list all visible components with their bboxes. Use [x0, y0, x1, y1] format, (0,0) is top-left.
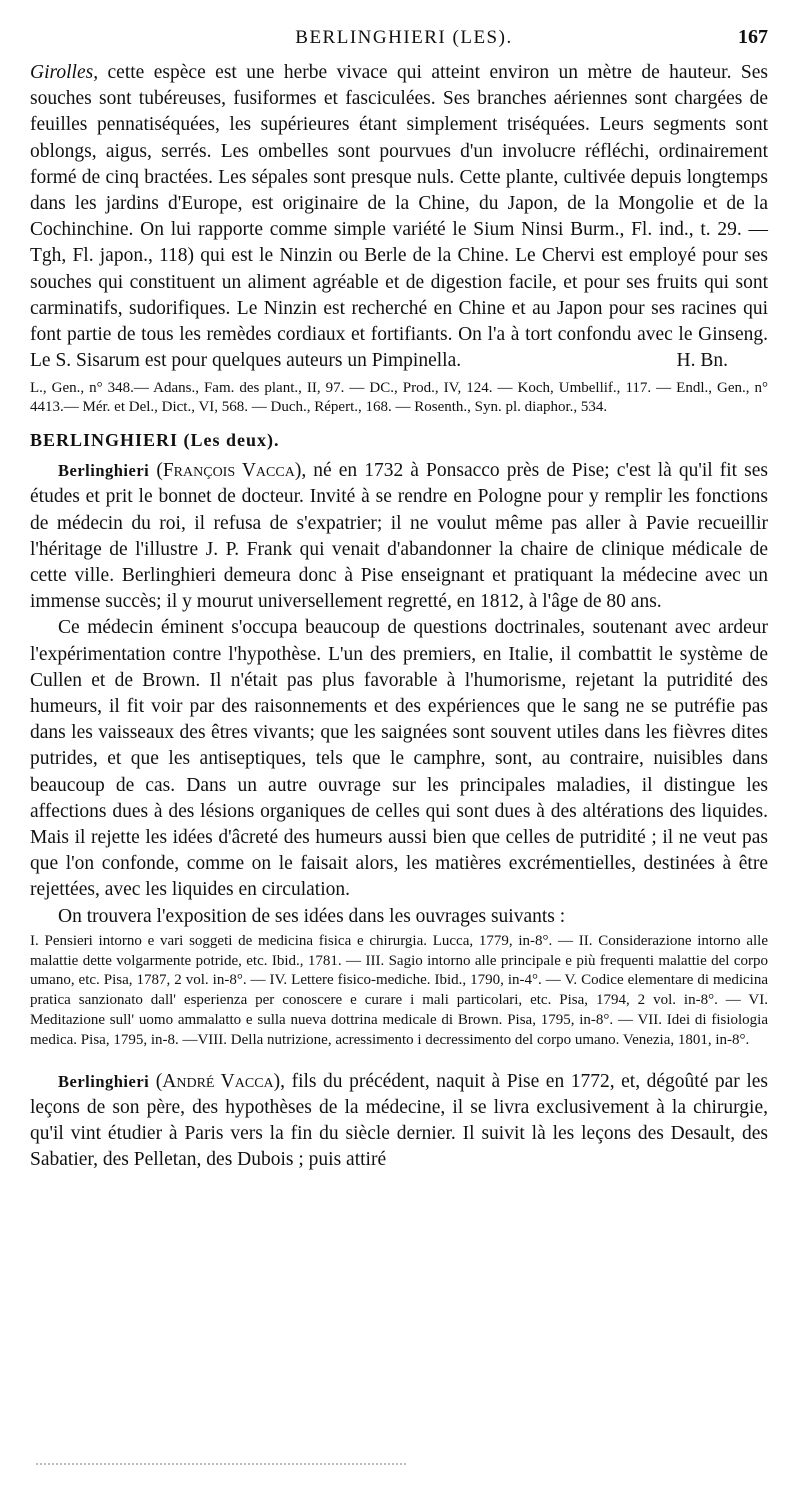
spacer: [30, 1051, 768, 1069]
entry-name-andre: Berlinghieri: [58, 1071, 150, 1091]
girolles-paragraph: [30, 60, 768, 374]
francois-doctrine: Ce médecin éminent s'occupa beaucoup de questions doctrinales, soutenant avec ardeur l'expérimentation contre l'hypothèse. L'un des premiers, en Italie, il combattit le système de Cullen et de Brown. Il n'était pas plus favorable à l'humorisme, rejetant la putridité des humeurs, il fit voir par des raisonnements et des expériences que le sang ne se putréfie pas dans les vaisseaux des êtres vivants; que les saignées sont souvent utiles dans les fièvres dites putrides, et que les antiseptiques, tels que le camphre, sont, au contraire, nuisibles dans beaucoup de cas. Dans un autre ouvrage sur les principales maladies, il distingue les affections dues à des lésions organiques de celles qui sont dues à des altérations des liquides. Mais il rejette les idées d'âcreté des humeurs aussi bien que celles de putridité ; il ne veut pas que l'on confonde, comme on le faisait alors, les matières excrémentielles, destinées à être rejettées, avec les liquides en circulation.: [30, 617, 768, 901]
footer-rule: [36, 1463, 406, 1465]
girolles-lead: Girolles,: [30, 62, 99, 83]
running-title: BERLINGHIERI (LES).: [295, 27, 513, 48]
works-list: I. Pensieri intorno e vari soggeti de medicina fisica e chirurgia. Lucca, 1779, in-8°. — II. Considerazione intorno alle malattie dette volgarmente potride, etc. Ibid., 1781. — III. Sagio intorno alle principale e più frequenti malattie del corpo umano, etc. Pisa, 1787, 2 vol. in-8°. — IV. Lettere fisico-mediche. Ibid., 1790, in-4°. — V. Codice elementare di medicina pratica sanzionato dall' esperienza per conoscere e curare i mali particolari, etc. Pisa, 1794, 2 vol. in-8°. — VI. Meditazione sull' uomo ammalatto e sulla nueva dottrina medicale di Brown. Pisa, 1795, in-8°. — VII. Idei di fisiologia medica. Pisa, 1795, in-8. —VIII. Della nutrizione, acressimento i decressimento del corpo umano. Venezia, 1801, in-8°.: [30, 932, 768, 1048]
andre-bio: [30, 1069, 768, 1174]
francois-bio: [30, 458, 768, 615]
author-signature: H. Bn.: [676, 350, 728, 372]
girolles-text: cette espèce est une herbe vivace qui atteint environ un mètre de hauteur. Ses souches sont tubéreuses, fusiformes et fasciculées. Ses branches aériennes sont chargées de feuilles pennatiséquées, les supérieures étant simplement triséquées. Leurs segments sont oblongs, aigus, serrés. Les ombelles sont pourvues d'un involucre réfléchi, ordinairement formé de cinq bractées. Les sépales sont presque nuls. Cette plante, cultivée depuis longtemps dans les jardins d'Europe, est originaire de la Chine, du Japon, de la Mongolie et de la Cochinchine. On lui rapporte comme simple variété le Sium Ninsi Burm., Fl. ind., t. 29. — Tgh, Fl. japon., 118) qui est le Ninzin ou Berle de la Chine. Le Chervi est employé pour ses souches qui constituent un aliment agréable et de digestion facile, et pour ses fruits qui sont carminatifs, sudorifiques. Le Ninzin est recherché en Chine et au Japon pour ses racines qui font partie de tous les remèdes cordiaux et fortifiants. On l'a à tort confondu avec le Ginseng. Le S. Sisarum est pour quelques auteurs un Pimpinella.: [30, 62, 768, 372]
entry-name-francois: Berlinghieri: [58, 461, 150, 481]
given-name-francois: (François Vacca),: [156, 460, 307, 482]
document-page: [30, 26, 768, 1173]
section-title: BERLINGHIERI (Les deux).: [30, 430, 280, 451]
page-number: 167: [738, 26, 768, 48]
bibliographic-references: L., Gen., n° 348.— Adans., Fam. des plant., II, 97. — DC., Prod., IV, 124. — Koch, Umbellif., 117. — Endl., Gen., n° 4413.— Mér. et Del., Dict., VI, 568. — Duch., Répert., 168. — Rosenth., Syn. pl. diaphor., 534.: [30, 379, 768, 415]
andre-bio-text: fils du précédent, naquit à Pise en 1772, et, dégoûté par les leçons de son père, des hypothèses de la médecine, il se livra exclusivement à la chirurgie, qu'il vint étudier à Paris vers la fin du siècle dernier. Il suivit là les leçons des Desault, des Sabatier, des Pelletan, des Dubois ; puis attiré: [30, 1070, 769, 1171]
given-name-andre: (André Vacca),: [155, 1070, 286, 1092]
francois-bio-text: né en 1732 à Ponsacco près de Pise; c'est là qu'il fit ses études et prit le bonnet de docteur. Invité à se rendre en Pologne pour y remplir les fonctions de médecin du roi, il refusa de s'expatrier; il ne voulut même pas aller à Pavie recueillir l'héritage de l'illustre J. P. Frank qui venait d'abandonner la chaire de clinique médicale de cette ville. Berlinghieri demeura donc à Pise enseignant et pratiquant la médecine avec un immense succès; il y mourut universellement regretté, en 1812, à l'âge de 80 ans.: [30, 460, 769, 613]
works-intro: On trouvera l'exposition de ses idées dans les ouvrages suivants :: [58, 905, 566, 927]
page-header: [30, 26, 768, 60]
